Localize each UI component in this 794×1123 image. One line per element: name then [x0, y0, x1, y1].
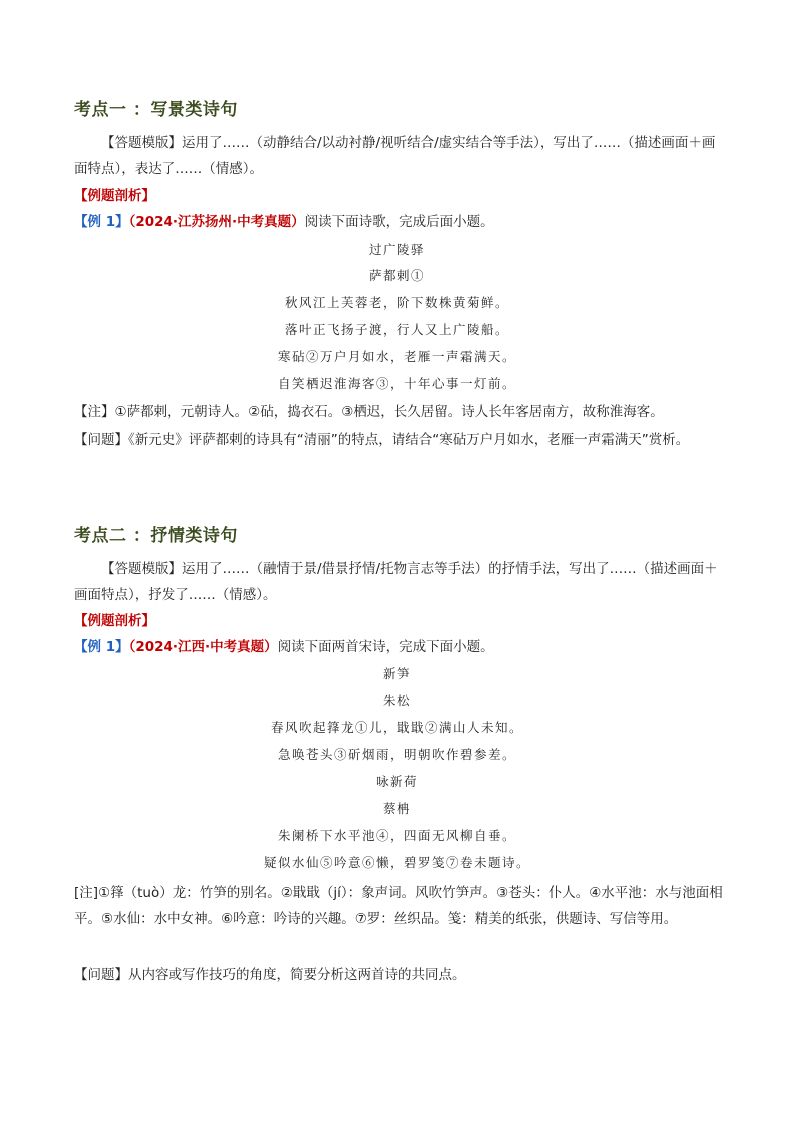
section1-template: 【答题模版】运用了……（动静结合/以动衬静/视听结合/虚实结合等手法），写出了……（描述画面＋画面特点），表达了……（情感）。 [74, 135, 716, 177]
section2-note: [注]①箨（tuò）龙：竹笋的别名。②戢戢（jí）：象声词。风吹竹笋声。③苍头：仆人。④水平池：水与池面相平。⑤水仙：水中女神。⑥吟意：吟诗的兴趣。⑦罗：丝织品。笺：精美的纸张，供题诗、写信等用。 [74, 885, 723, 927]
section2-analysis-label: 【例题剖析】 [74, 613, 155, 629]
poem-line: 朱阑桥下水平池④，四面无风柳自垂。 [277, 828, 516, 843]
poem-line: 急唤苍头③斫烟雨，明朝吹作碧参差。 [277, 747, 516, 762]
example-text: 阅读下面两首宋诗，完成下面小题。 [277, 639, 494, 655]
section2-template: 【答题模版】运用了……（融情于景/借景抒情/托物言志等手法）的抒情手法，写出了……（描述画面＋画面特点），抒发了……（情感）。 [74, 561, 718, 603]
section1-analysis-label: 【例题剖析】 [74, 188, 155, 204]
poem-line: 落叶正飞扬子渡，行人又上广陵船。 [284, 322, 509, 337]
example-source: （2024·江苏扬州·中考真题） [128, 214, 305, 230]
poem-line: 春风吹起箨龙①儿，戢戢②满山人未知。 [270, 720, 523, 735]
section1-example [74, 212, 494, 232]
poem1-title: 新笋 [382, 666, 411, 681]
section1-note: 【注】①萨都剌，元朝诗人。②砧，捣衣石。③栖迟，长久居留。诗人长年客居南方，故称淮海客。 [74, 404, 664, 420]
poem-title: 过广陵驿 [368, 242, 425, 257]
poem-line: 秋风江上芙蓉老，阶下数株黄菊鲜。 [284, 295, 509, 310]
poem-author: 萨都剌① [368, 268, 425, 283]
poem-line: 自笑栖迟淮海客③，十年心事一灯前。 [277, 376, 516, 391]
poem1-author: 朱松 [382, 693, 411, 708]
example-label: 【例 1】 [74, 639, 129, 655]
section2-question: 【问题】从内容或写作技巧的角度，简要分析这两首诗的共同点。 [74, 967, 466, 983]
example-text: 阅读下面诗歌，完成后面小题。 [304, 214, 494, 230]
section1-title: 考点一 ：写景类诗句 [74, 100, 238, 120]
example-label: 【例 1】 [74, 214, 129, 230]
poem-line: 疑似水仙⑤吟意⑥懒，碧罗笺⑦卷未题诗。 [263, 855, 530, 870]
section2-title: 考点二 ：抒情类诗句 [74, 526, 238, 546]
poem2-title: 咏新荷 [375, 774, 418, 789]
section1-question: 【问题】《新元史》评萨都剌的诗具有“清丽”的特点，请结合“寒砧万户月如水，老雁一声霜满天”赏析。 [74, 432, 690, 448]
poem2-author: 蔡柟 [382, 801, 411, 816]
section2-example [74, 637, 494, 657]
poem-line: 寒砧②万户月如水，老雁一声霜满天。 [277, 349, 516, 364]
example-source: （2024·江西·中考真题） [128, 639, 278, 655]
